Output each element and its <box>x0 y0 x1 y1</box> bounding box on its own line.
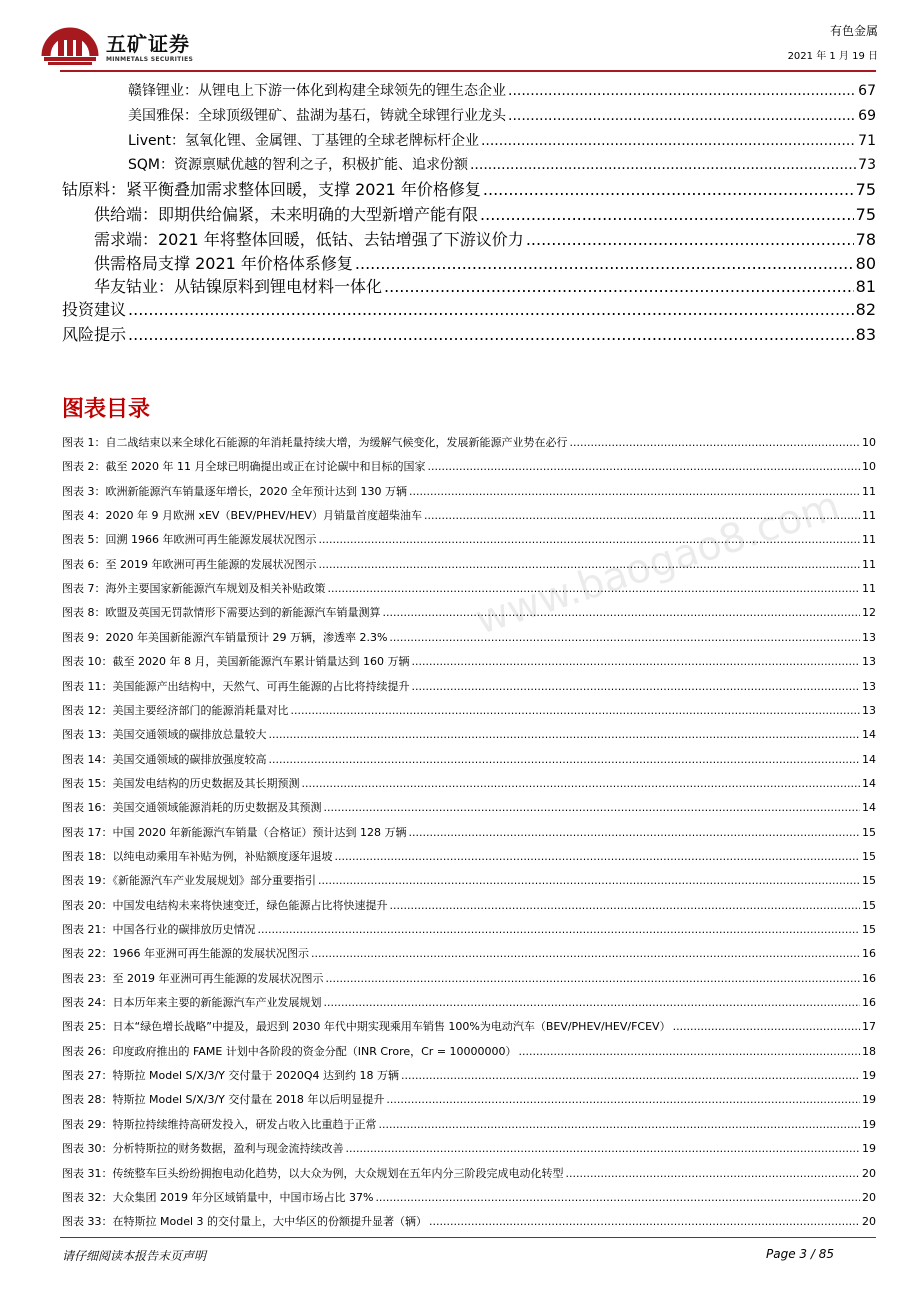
figure-entry-label: 图表 16：美国交通领域能源消耗的历史数据及其预测 <box>62 801 322 815</box>
figure-entry-page: 12 <box>862 606 876 620</box>
figure-entry-page: 17 <box>862 1020 876 1034</box>
toc-entry-label: 风险提示 <box>62 325 127 344</box>
figure-index-entry[interactable] <box>62 629 876 645</box>
figure-index-entry[interactable] <box>62 604 876 620</box>
toc-entry-page: 69 <box>858 108 876 124</box>
toc-entry-page: 75 <box>855 180 876 199</box>
footer-disclaimer: 请仔细阅读本报告末页声明 <box>62 1249 207 1263</box>
figure-entry-label: 图表 2：截至 2020 年 11 月全球已明确提出或正在讨论碳中和目标的国家 <box>62 460 426 474</box>
figure-entry-label: 图表 18：以纯电动乘用车补贴为例，补贴额度逐年退坡 <box>62 849 333 863</box>
figure-entry-page: 13 <box>862 655 876 669</box>
figure-index-entry[interactable] <box>62 970 876 986</box>
watermark: www.baogao8.com <box>470 482 846 644</box>
toc-entry[interactable] <box>62 297 876 320</box>
brand-name-en: MINMETALS SECURITIES <box>106 56 194 63</box>
figure-entry-label: 图表 6：至 2019 年欧洲可再生能源的发展状况图示 <box>62 557 317 571</box>
toc-entry-page: 71 <box>858 133 876 149</box>
figure-entry-page: 14 <box>862 752 876 766</box>
figure-entry-label: 图表 32：大众集团 2019 年分区域销量中，中国市场占比 37% <box>62 1190 374 1204</box>
figure-index-entry[interactable] <box>62 1213 876 1229</box>
figure-entry-page: 20 <box>862 1190 876 1204</box>
figure-entry-label: 图表 31：传统整车巨头纷纷拥抱电动化趋势，以大众为例，大众规划在五年内分三阶段完成电动化转型 <box>62 1166 564 1180</box>
figure-entry-label: 图表 13：美国交通领域的碳排放总量较大 <box>62 728 267 742</box>
figure-entry-page: 15 <box>862 874 876 888</box>
figure-entry-page: 13 <box>862 630 876 644</box>
figure-entry-label: 图表 19：《新能源汽车产业发展规划》部分重要指引 <box>62 874 316 888</box>
toc-entry-label: 华友钴业：从钴镍原料到锂电材料一体化 <box>94 277 383 296</box>
figure-entry-page: 20 <box>862 1166 876 1180</box>
figure-entry-label: 图表 20：中国发电结构未来将快速变迁，绿色能源占比将快速提升 <box>62 898 388 912</box>
figure-entry-label: 图表 29：特斯拉持续维持高研发投入，研发占收入比重趋于正常 <box>62 1117 377 1131</box>
page-header <box>0 0 920 76</box>
figure-entry-page: 19 <box>862 1069 876 1083</box>
figure-index-entry[interactable] <box>62 775 876 791</box>
toc-entry-page: 75 <box>855 205 876 224</box>
figure-entry-page: 14 <box>862 728 876 742</box>
toc-entry[interactable] <box>62 322 876 345</box>
figure-entry-label: 图表 12：美国主要经济部门的能源消耗量对比 <box>62 703 289 717</box>
figure-entry-label: 图表 9：2020 年美国新能源汽车销量预计 29 万辆，渗透率 2.3% <box>62 630 388 644</box>
figure-entry-page: 11 <box>862 533 876 547</box>
toc-entry-page: 73 <box>858 157 876 173</box>
figure-entry-page: 19 <box>862 1093 876 1107</box>
footer-divider <box>60 1237 876 1238</box>
figure-entry-page: 16 <box>862 947 876 961</box>
figure-index-entry[interactable] <box>62 1189 876 1205</box>
figure-index-entry[interactable] <box>62 556 876 572</box>
figure-index-entry[interactable] <box>62 799 876 815</box>
figure-index-entry[interactable] <box>62 1140 876 1156</box>
figure-entry-page: 11 <box>862 509 876 523</box>
figure-entry-label: 图表 23：至 2019 年亚洲可再生能源的发展状况图示 <box>62 971 324 985</box>
toc-entry-page: 80 <box>855 254 876 273</box>
figure-entry-label: 图表 22：1966 年亚洲可再生能源的发展状况图示 <box>62 947 309 961</box>
report-section: 有色金属 <box>829 24 878 38</box>
toc-entry-label: Livent：氢氧化锂、金属锂、丁基锂的全球老牌标杆企业 <box>128 133 479 149</box>
figure-entry-label: 图表 15：美国发电结构的历史数据及其长期预测 <box>62 776 300 790</box>
toc-entry-label: 赣锋锂业：从锂电上下游一体化到构建全球领先的锂生态企业 <box>128 83 506 99</box>
figure-entry-label: 图表 28：特斯拉 Model S/X/3/Y 交付量在 2018 年以后明显提升 <box>62 1093 385 1107</box>
figure-index-entry[interactable] <box>62 434 876 450</box>
figure-entry-label: 图表 25：日本“绿色增长战略”中提及，最迟到 2030 年代中期实现乘用车销售 100%为电动汽车（BEV/PHEV/HEV/FCEV） <box>62 1020 671 1034</box>
figure-index-entry[interactable] <box>62 848 876 864</box>
figure-index-entry[interactable] <box>62 1018 876 1034</box>
figure-index-entry[interactable] <box>62 653 876 669</box>
figure-entry-page: 19 <box>862 1117 876 1131</box>
figure-entry-label: 图表 17：中国 2020 年新能源汽车销量（合格证）预计达到 128 万辆 <box>62 825 407 839</box>
figure-entry-label: 图表 7：海外主要国家新能源汽车规划及相关补贴政策 <box>62 582 326 596</box>
figure-index-entry[interactable] <box>62 531 876 547</box>
report-date: 2021 年 1 月 19 日 <box>787 51 878 62</box>
figure-entry-label: 图表 11：美国能源产出结构中，天然气、可再生能源的占比将持续提升 <box>62 679 410 693</box>
figure-index-entry[interactable] <box>62 872 876 888</box>
toc-entry[interactable] <box>128 130 876 150</box>
figure-entry-page: 15 <box>862 898 876 912</box>
figure-index-entry[interactable] <box>62 897 876 913</box>
figure-index-entry[interactable] <box>62 824 876 840</box>
figure-index-entry[interactable] <box>62 507 876 523</box>
figure-entry-label: 图表 30：分析特斯拉的财务数据，盈利与现金流持续改善 <box>62 1142 344 1156</box>
figure-entry-page: 14 <box>862 801 876 815</box>
figure-entry-label: 图表 24：日本历年来主要的新能源汽车产业发展规划 <box>62 996 322 1010</box>
figure-index-entry[interactable] <box>62 994 876 1010</box>
figure-entry-page: 16 <box>862 971 876 985</box>
toc-entry-label: 供给端：即期供给偏紧，未来明确的大型新增产能有限 <box>94 205 479 224</box>
toc-entry-page: 82 <box>855 300 876 319</box>
figure-entry-label: 图表 33：在特斯拉 Model 3 的交付量上，大中华区的份额提升显著（辆） <box>62 1215 428 1229</box>
toc-entry-label: 投资建议 <box>62 300 127 319</box>
figure-entry-page: 13 <box>862 703 876 717</box>
figure-entry-page: 10 <box>862 436 876 449</box>
figure-entry-page: 15 <box>862 923 876 936</box>
figure-entry-label: 图表 14：美国交通领域的碳排放强度较高 <box>62 752 267 766</box>
toc-entry-page: 78 <box>855 230 876 249</box>
figures-index-title: 图表目录 <box>62 397 151 422</box>
minmetals-logo-icon <box>40 12 100 68</box>
toc-entry[interactable] <box>128 154 876 174</box>
figure-index-entry[interactable] <box>62 483 876 499</box>
toc-entry[interactable] <box>128 80 876 100</box>
toc-entry[interactable] <box>128 105 876 125</box>
figure-index-entry[interactable] <box>62 1091 876 1107</box>
toc-entry-page: 83 <box>855 325 876 344</box>
toc-entry[interactable] <box>94 227 876 250</box>
figure-entry-label: 图表 27：特斯拉 Model S/X/3/Y 交付量于 2020Q4 达到约 18 万辆 <box>62 1069 399 1083</box>
figure-entry-label: 图表 26：印度政府推出的 FAME 计划中各阶段的资金分配（INR Crore，Cr = 10000000） <box>62 1044 517 1058</box>
page-number: Page 3 / 85 <box>766 1247 834 1261</box>
figure-index-entry[interactable] <box>62 458 876 474</box>
figure-index-entry[interactable] <box>62 1165 876 1181</box>
figure-entry-page: 16 <box>862 996 876 1010</box>
figure-entry-page: 20 <box>862 1215 876 1229</box>
figure-entry-label: 图表 10：截至 2020 年 8 月，美国新能源汽车累计销量达到 160 万辆 <box>62 655 410 669</box>
brand-name: 五矿证券 <box>106 32 190 56</box>
toc-entry-page: 67 <box>858 83 876 99</box>
toc-entry[interactable] <box>94 274 876 297</box>
figure-index-entry[interactable] <box>62 1043 876 1059</box>
figure-entry-label: 图表 5：回溯 1966 年欧洲可再生能源发展状况图示 <box>62 533 317 547</box>
figure-index-entry[interactable] <box>62 1067 876 1083</box>
figure-entry-page: 14 <box>862 776 876 790</box>
toc-entry[interactable] <box>62 177 876 200</box>
figure-entry-page: 11 <box>862 557 876 571</box>
figure-index-entry[interactable] <box>62 726 876 742</box>
figure-entry-label: 图表 21：中国各行业的碳排放历史情况 <box>62 923 256 936</box>
figure-entry-page: 15 <box>862 825 876 839</box>
figure-entry-page: 11 <box>862 582 876 596</box>
toc-entry[interactable] <box>94 251 876 274</box>
toc-entry-label: SQM：资源禀赋优越的智利之子，积极扩能、追求份额 <box>128 157 468 173</box>
figure-entry-label: 图表 1：自二战结束以来全球化石能源的年消耗量持续大增，为缓解气候变化，发展新能源产业势在必行 <box>62 436 568 449</box>
figure-entry-page: 13 <box>862 679 876 693</box>
toc-entry-label: 美国雅保：全球顶级锂矿、盐湖为基石，铸就全球锂行业龙头 <box>128 108 506 124</box>
figure-entry-label: 图表 8：欧盟及英国无罚款情形下需要达到的新能源汽车销量测算 <box>62 606 381 620</box>
toc-entry-label: 需求端：2021 年将整体回暖，低钴、去钴增强了下游议价力 <box>94 230 524 249</box>
figure-entry-page: 10 <box>862 460 876 474</box>
figure-index-entry[interactable] <box>62 921 876 937</box>
toc-entry[interactable] <box>94 202 876 225</box>
toc-entry-label: 钴原料：紧平衡叠加需求整体回暖，支撑 2021 年价格修复 <box>62 180 481 199</box>
figure-entry-label: 图表 3：欧洲新能源汽车销量逐年增长，2020 全年预计达到 130 万辆 <box>62 484 407 498</box>
toc-entry-page: 81 <box>855 277 876 296</box>
figure-entry-page: 15 <box>862 849 876 863</box>
figure-entry-page: 19 <box>862 1142 876 1156</box>
figure-entry-page: 11 <box>862 484 876 498</box>
header-divider <box>60 70 876 72</box>
figure-index-entry[interactable] <box>62 1116 876 1132</box>
figure-index-entry[interactable] <box>62 678 876 694</box>
figure-index-entry[interactable] <box>62 945 876 961</box>
toc-entry-label: 供需格局支撑 2021 年价格体系修复 <box>94 254 353 273</box>
figure-index-entry[interactable] <box>62 580 876 596</box>
figure-index-entry[interactable] <box>62 702 876 718</box>
figure-entry-label: 图表 4：2020 年 9 月欧洲 xEV（BEV/PHEV/HEV）月销量首度超柴油车 <box>62 509 423 523</box>
figure-entry-page: 18 <box>862 1044 876 1058</box>
figure-index-entry[interactable] <box>62 751 876 767</box>
